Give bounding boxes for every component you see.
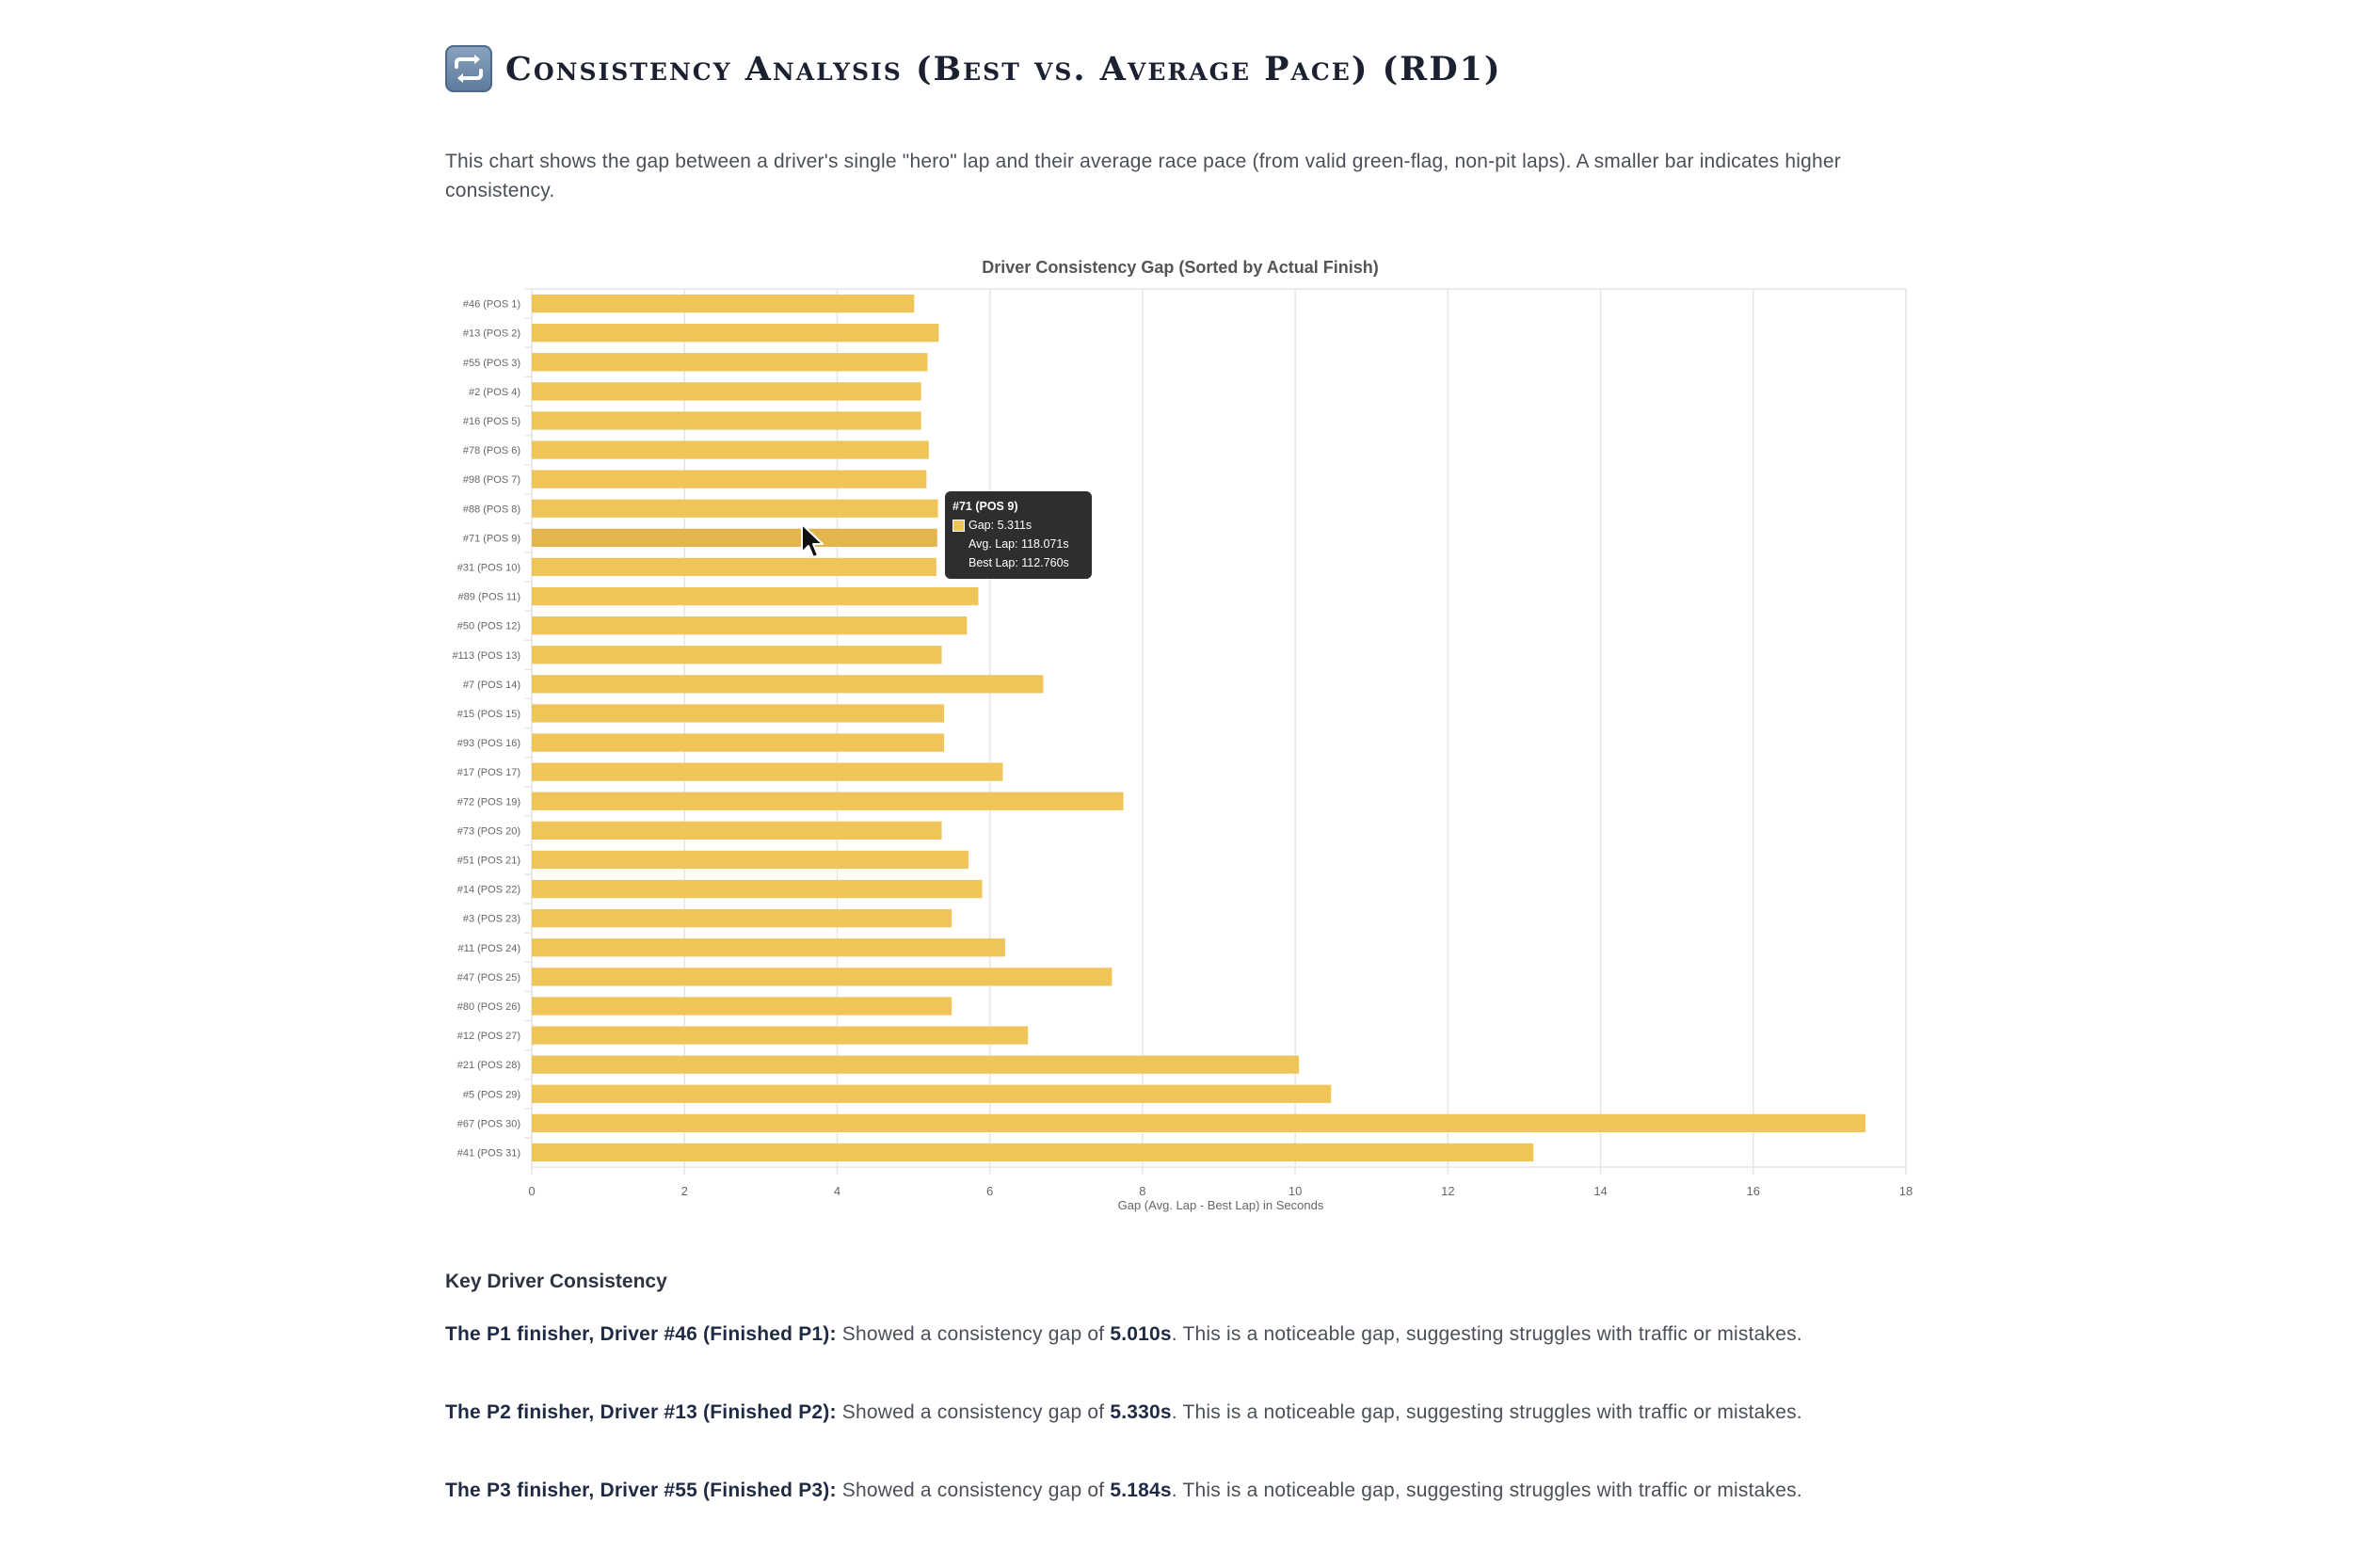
driver-summary-p2 <box>445 1398 1913 1427</box>
summary-text: . This is a noticeable gap, suggesting struggles with traffic or mistakes. <box>1171 1401 1802 1423</box>
tooltip-best-lap: Best Lap: 112.760s <box>968 556 1069 569</box>
y-tick-label: #7 (POS 14) <box>462 679 520 691</box>
y-tick-label: #88 (POS 8) <box>462 504 520 516</box>
bar[interactable] <box>532 440 929 458</box>
y-tick-label: #80 (POS 26) <box>456 1000 520 1013</box>
bar[interactable] <box>532 616 967 634</box>
summary-text: Showed a consistency gap of <box>836 1323 1111 1345</box>
y-tick-label: #16 (POS 5) <box>462 415 520 427</box>
bar[interactable] <box>532 880 983 898</box>
bar[interactable] <box>532 646 942 664</box>
bar[interactable] <box>532 500 938 518</box>
y-tick-label: #15 (POS 15) <box>456 708 520 720</box>
y-tick-label: #11 (POS 24) <box>457 942 520 954</box>
bar[interactable] <box>532 704 944 722</box>
bar[interactable] <box>532 1114 1865 1132</box>
tooltip-avg-lap: Avg. Lap: 118.071s <box>968 537 1069 551</box>
tooltip-color-swatch <box>952 520 965 532</box>
page-title: Consistency Analysis (Best vs. Average Pace) (RD1) <box>505 49 1502 88</box>
x-tick-label: 14 <box>1593 1184 1608 1198</box>
tooltip-gap: Gap: 5.311s <box>968 519 1032 532</box>
x-tick-label: 2 <box>680 1184 688 1198</box>
y-tick-label: #50 (POS 12) <box>456 620 520 632</box>
bar[interactable] <box>532 733 944 751</box>
y-tick-label: #2 (POS 4) <box>468 386 520 398</box>
bar[interactable] <box>532 851 968 869</box>
y-tick-label: #72 (POS 19) <box>456 796 520 808</box>
y-tick-label: #55 (POS 3) <box>462 357 520 369</box>
y-tick-label: #47 (POS 25) <box>456 971 520 984</box>
bar[interactable] <box>532 353 927 371</box>
y-tick-label: #14 (POS 22) <box>456 884 520 896</box>
bar[interactable] <box>532 822 942 840</box>
y-tick-label: #73 (POS 20) <box>456 825 520 838</box>
driver-name: The P3 finisher, Driver #55 (Finished P3): <box>445 1480 837 1501</box>
bar[interactable] <box>532 968 1112 985</box>
mouse-cursor-icon <box>800 522 826 560</box>
y-tick-label: #113 (POS 13) <box>452 649 520 662</box>
bar[interactable] <box>532 324 938 342</box>
y-tick-label: #41 (POS 31) <box>456 1147 520 1160</box>
chart-tooltip <box>945 491 1092 579</box>
chart-y-labels <box>452 299 520 1160</box>
y-tick-label: #21 (POS 28) <box>456 1060 520 1072</box>
chart-title: Driver Consistency Gap (Sorted by Actual Finish) <box>982 258 1379 277</box>
gap-value: 5.184s <box>1110 1480 1172 1501</box>
y-tick-label: #46 (POS 1) <box>462 298 520 311</box>
chart-bars <box>532 295 1865 1161</box>
bar[interactable] <box>532 938 1005 956</box>
bar[interactable] <box>532 295 914 312</box>
driver-summary-p3 <box>445 1476 1913 1505</box>
key-driver-consistency-heading: Key Driver Consistency <box>445 1271 667 1292</box>
tooltip-gap-row <box>952 516 1084 535</box>
x-tick-label: 18 <box>1898 1184 1913 1198</box>
bar[interactable] <box>532 675 1043 693</box>
bar[interactable] <box>532 587 979 605</box>
intro-text: This chart shows the gap between a driver's single "hero" lap and their average race pace (from valid green-flag, non-pit laps). A smaller bar indicates higher consistency. <box>445 151 1841 201</box>
bar[interactable] <box>532 909 952 927</box>
bar[interactable] <box>532 529 937 547</box>
bar[interactable] <box>532 1144 1533 1161</box>
summary-text: Showed a consistency gap of <box>836 1480 1111 1501</box>
x-tick-label: 0 <box>528 1184 536 1198</box>
driver-summary-p1 <box>445 1320 1913 1349</box>
y-tick-label: #17 (POS 17) <box>456 767 520 779</box>
repeat-icon <box>445 45 492 92</box>
y-tick-label: #67 (POS 30) <box>456 1118 520 1130</box>
bar[interactable] <box>532 471 926 488</box>
x-tick-label: 8 <box>1139 1184 1146 1198</box>
x-tick-label: 10 <box>1288 1184 1303 1198</box>
y-tick-label: #12 (POS 27) <box>456 1031 520 1043</box>
bar[interactable] <box>532 382 921 400</box>
y-tick-label: #98 (POS 7) <box>462 474 520 487</box>
page-header <box>445 43 1502 94</box>
y-tick-label: #13 (POS 2) <box>462 328 520 340</box>
bar[interactable] <box>532 411 921 429</box>
y-tick-label: #93 (POS 16) <box>456 738 520 750</box>
x-tick-label: 12 <box>1441 1184 1455 1198</box>
bar[interactable] <box>532 1056 1299 1074</box>
chart-x-labels <box>528 1184 1913 1198</box>
bar[interactable] <box>532 792 1124 810</box>
bar[interactable] <box>532 763 1002 781</box>
summary-text: Showed a consistency gap of <box>836 1401 1111 1423</box>
driver-name: The P2 finisher, Driver #13 (Finished P2): <box>445 1401 837 1423</box>
chart-x-axis-label: Gap (Avg. Lap - Best Lap) in Seconds <box>1117 1198 1324 1212</box>
y-tick-label: #31 (POS 10) <box>456 562 520 574</box>
bar[interactable] <box>532 1026 1028 1044</box>
x-tick-label: 6 <box>986 1184 994 1198</box>
summary-text: . This is a noticeable gap, suggesting struggles with traffic or mistakes. <box>1171 1323 1802 1345</box>
bar[interactable] <box>532 1085 1331 1103</box>
y-tick-label: #89 (POS 11) <box>457 591 520 603</box>
bar[interactable] <box>532 997 952 1015</box>
y-tick-label: #78 (POS 6) <box>462 445 520 457</box>
y-tick-label: #71 (POS 9) <box>462 533 520 545</box>
driver-name: The P1 finisher, Driver #46 (Finished P1): <box>445 1323 837 1345</box>
summary-text: . This is a noticeable gap, suggesting struggles with traffic or mistakes. <box>1171 1480 1802 1501</box>
gap-value: 5.330s <box>1110 1401 1172 1423</box>
tooltip-title: #71 (POS 9) <box>952 500 1018 513</box>
consistency-gap-chart <box>442 249 1929 1228</box>
y-tick-label: #3 (POS 23) <box>462 913 520 925</box>
y-tick-label: #5 (POS 29) <box>462 1089 520 1101</box>
bar[interactable] <box>532 558 936 576</box>
x-tick-label: 16 <box>1746 1184 1761 1198</box>
y-tick-label: #51 (POS 21) <box>456 855 520 867</box>
gap-value: 5.010s <box>1110 1323 1172 1345</box>
x-tick-label: 4 <box>833 1184 841 1198</box>
